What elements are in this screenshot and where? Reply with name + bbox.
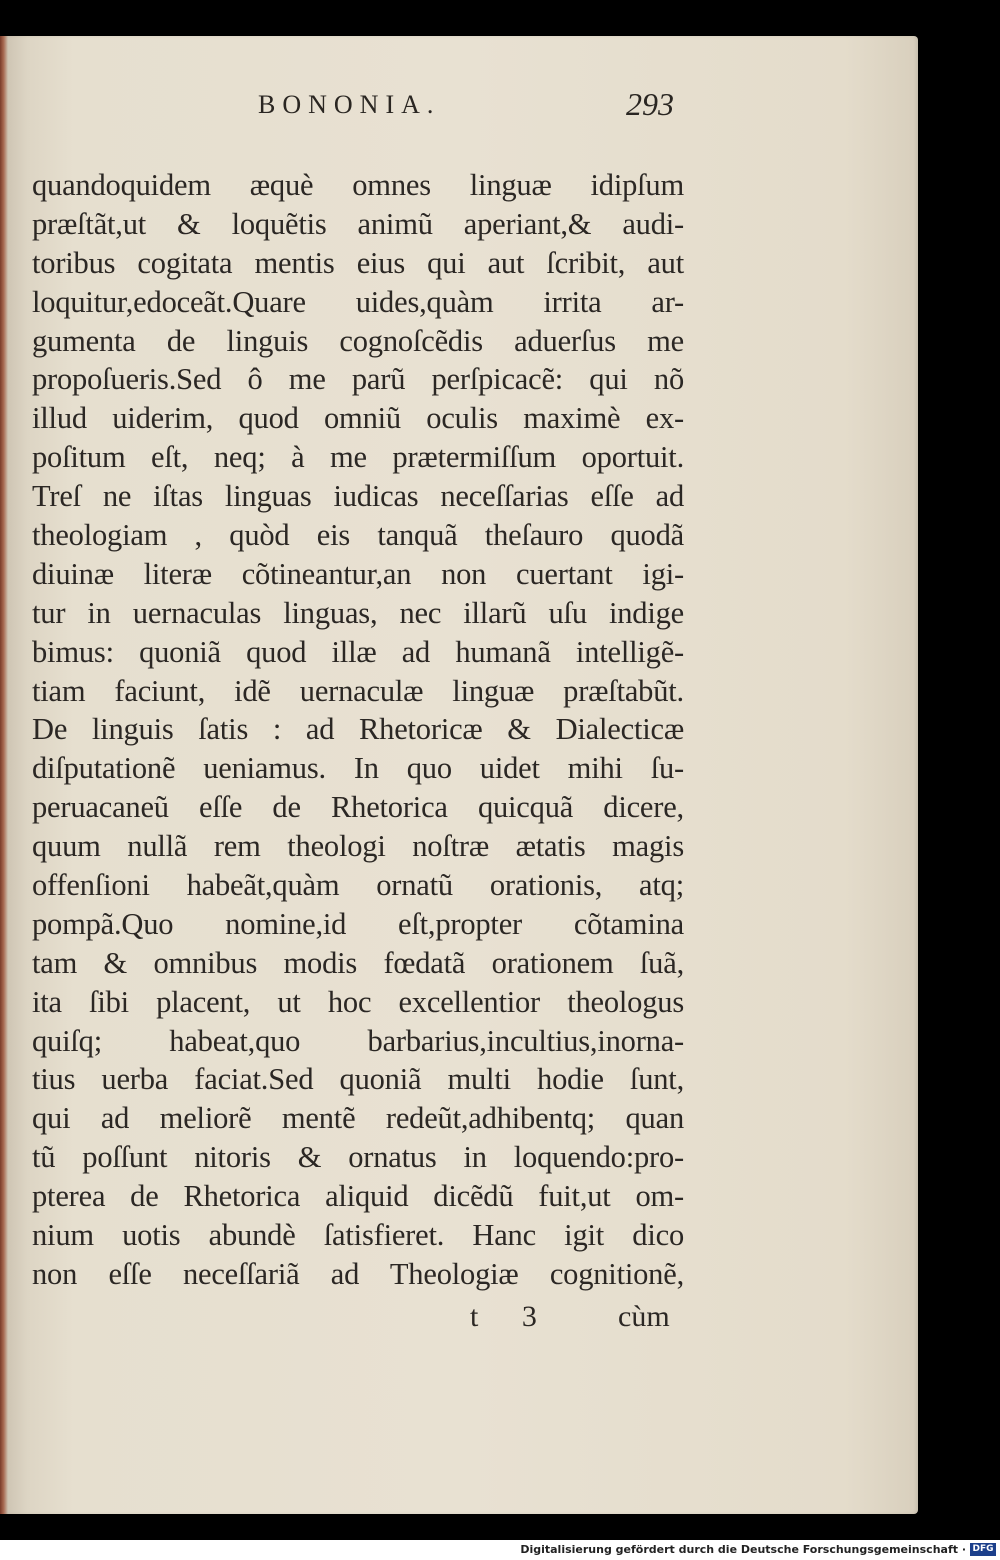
dfg-logo-icon: DFG	[970, 1543, 996, 1556]
digitization-notice: Digitalisierung gefördert durch die Deutsche Forschungsgemeinschaft ·	[520, 1543, 966, 1556]
text-line: ita ſibi placent, ut hoc excellentior theologus	[32, 984, 684, 1019]
text-line: qui ad meliorẽ mentẽ redeũt,adhibentq; quan	[32, 1101, 684, 1136]
text-line: offenſioni habeãt,quàm ornatũ orationis, atq;	[32, 868, 684, 903]
catchword: cùm	[618, 1300, 670, 1333]
text-line: diſputationẽ ueniamus. In quo uidet mihi ſu-	[32, 751, 684, 786]
page-number: 293	[626, 86, 674, 122]
text-line: diuinæ literæ cõtineantur,an non cuertant igi-	[32, 556, 684, 591]
text-line: nium uotis abundè ſatisfieret. Hanc igit dico	[32, 1218, 684, 1253]
text-line: quiſq; habeat,quo barbarius,incultius,inorna-	[32, 1023, 684, 1058]
page-binding-edge	[0, 36, 8, 1514]
text-line: peruacaneũ eſſe de Rhetorica quicquã dicere,	[32, 790, 684, 825]
text-line: præſtãt,ut & loquẽtis animũ aperiant,& audi-	[32, 206, 684, 241]
text-line: illud uiderim, quod omniũ oculis maximè ex-	[32, 401, 684, 436]
text-line: non eſſe neceſſariã ad Theologiæ cognitionẽ,	[32, 1256, 684, 1291]
text-line: quum nullã rem theologi noſtræ ætatis magis	[32, 829, 684, 864]
text-line: pompã.Quo nomine,id eſt,propter cõtamina	[32, 906, 684, 941]
digitization-notice-bar	[0, 1540, 1000, 1560]
text-line: tiam faciunt, idẽ uernaculæ linguæ præſtabũt.	[32, 673, 684, 708]
signature-mark: t 3	[470, 1300, 555, 1333]
book-page	[0, 36, 918, 1514]
text-line: tur in uernaculas linguas, nec illarũ uſu indige	[32, 595, 684, 630]
text-line: tius uerba faciat.Sed quoniã multi hodie ſunt,	[32, 1062, 684, 1097]
text-line: tam & omnibus modis fœdatã orationem ſuã,	[32, 945, 684, 980]
page-header	[0, 86, 918, 126]
text-line: bimus: quoniã quod illæ ad humanã intelligẽ-	[32, 634, 684, 669]
text-line: De linguis ſatis : ad Rhetoricæ & Dialecticæ	[32, 712, 684, 747]
text-line: propoſueris.Sed ô me parũ perſpicacẽ: qui nõ	[32, 362, 684, 397]
text-line: loquitur,edoceãt.Quare uides,quàm irrita ar-	[32, 284, 684, 319]
text-line: toribus cogitata mentis eius qui aut ſcribit, aut	[32, 245, 684, 280]
page-footer	[0, 1300, 918, 1340]
text-line: theologiam , quòd eis tanquã theſauro quodã	[32, 518, 684, 553]
text-line: pterea de Rhetorica aliquid dicẽdũ fuit,ut om-	[32, 1179, 684, 1214]
text-line: tũ poſſunt nitoris & ornatus in loquendo:pro-	[32, 1140, 684, 1175]
text-line: gumenta de linguis cognoſcẽdis aduerſus me	[32, 323, 684, 358]
text-line: Treſ ne iſtas linguas iudicas neceſſarias eſſe ad	[32, 479, 684, 514]
text-line: quandoquidem æquè omnes linguæ idipſum	[32, 168, 684, 202]
running-head: BONONIA.	[258, 90, 441, 119]
text-line: poſitum eſt, neq; à me prætermiſſum oportuit.	[32, 440, 684, 475]
body-text	[32, 166, 684, 1294]
